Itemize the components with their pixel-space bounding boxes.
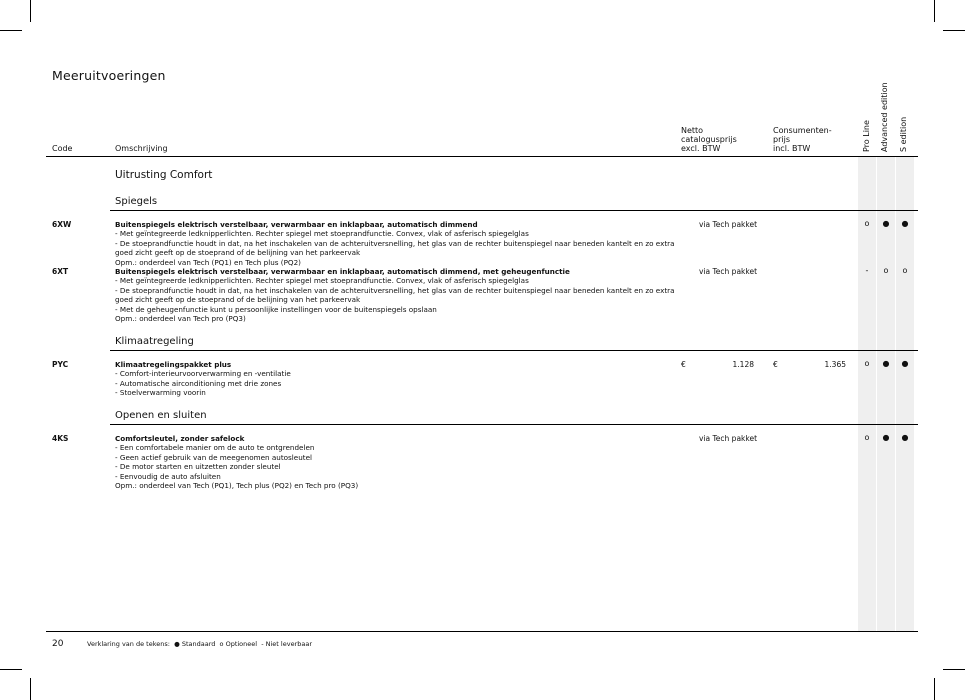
page-number: 20	[52, 639, 64, 649]
header-rule	[46, 156, 918, 157]
item-mark: ●	[882, 359, 890, 368]
crop-mark	[0, 30, 22, 31]
crop-mark	[934, 0, 935, 22]
header-code: Code	[52, 144, 73, 153]
legend-prefix: Verklaring van de tekens:	[87, 640, 170, 648]
header-edition-s: S edition	[899, 116, 908, 152]
item-code: 6XW	[52, 220, 72, 229]
item-mark: ●	[901, 359, 909, 368]
legend-optional: o Optioneel	[219, 640, 258, 648]
header-edition-advanced: Advanced edition	[880, 82, 889, 152]
crop-mark	[943, 30, 965, 31]
item-code: PYC	[52, 360, 69, 369]
item-mark: ●	[901, 433, 909, 442]
consumer-price: 1.365	[824, 360, 846, 369]
item-mark: o	[883, 266, 889, 275]
item-mark: ●	[901, 219, 909, 228]
legend-none: - Niet leverbaar	[261, 640, 312, 648]
item-mark: o	[902, 266, 908, 275]
net-price-currency: €	[681, 360, 686, 369]
item-mark: ●	[882, 219, 890, 228]
section-rule	[110, 350, 918, 351]
item-price-note: via Tech pakket	[699, 220, 758, 229]
header-consumer-price: Consumenten- prijs incl. BTW	[773, 126, 832, 153]
legend	[87, 640, 312, 648]
header-net-price: Netto catalogusprijs excl. BTW	[681, 126, 737, 153]
item-mark: ●	[882, 433, 890, 442]
item-mark: o	[864, 219, 870, 228]
item-code: 4KS	[52, 434, 69, 443]
footer-rule	[46, 631, 918, 632]
section-title: Klimaatregeling	[115, 336, 194, 347]
item-mark: -	[865, 266, 869, 275]
item-description: Buitenspiegels elektrisch verstelbaar, verwarmbaar en inklapbaar, automatisch dimmend - Met geïntegreerde ledknipperlichten. Rechter spiegel met stoeprandfunctie. Convex, vlak of asferisch spiegelglas - De stoeprandfunctie houdt in dat, na het inschakelen van de achteruitversnelling, het glas van de rechter buitenspiegel naar beneden kantelt en zo extra goed zicht geeft op de stoeprand of de belijning van het parkeervak Opm.: onderdeel van Tech (PQ1) en Tech plus (PQ2)	[115, 220, 675, 267]
crop-mark	[943, 669, 965, 670]
edition-column-shade	[858, 157, 876, 631]
item-price-note: via Tech pakket	[699, 267, 758, 276]
section-title: Openen en sluiten	[115, 410, 207, 421]
net-price: 1.128	[732, 360, 754, 369]
consumer-price-currency: €	[773, 360, 778, 369]
header-description: Omschrijving	[115, 144, 168, 153]
crop-mark	[934, 678, 935, 700]
header-edition-pro-line: Pro Line	[862, 120, 871, 152]
item-mark: o	[864, 359, 870, 368]
crop-mark	[30, 0, 31, 22]
main-section-title: Uitrusting Comfort	[115, 169, 213, 181]
item-mark: o	[864, 433, 870, 442]
crop-mark	[30, 678, 31, 700]
page-title: Meeruitvoeringen	[52, 68, 166, 83]
item-description: Klimaatregelingspakket plus - Comfort-interieurvoorverwarming en -ventilatie - Automatische airconditioning met drie zones - Stoelverwarming voorin	[115, 360, 291, 398]
edition-column-shade	[877, 157, 895, 631]
section-rule	[110, 424, 918, 425]
section-title: Spiegels	[115, 196, 158, 207]
crop-mark	[0, 669, 22, 670]
item-description: Buitenspiegels elektrisch verstelbaar, verwarmbaar en inklapbaar, automatisch dimmend, met geheugenfunctie - Met geïntegreerde ledknipperlichten. Rechter spiegel met stoeprandfunctie. Convex, vlak of asferisch spiegelglas - De stoeprandfunctie houdt in dat, na het inschakelen van de achteruitversnelling, het glas van de rechter buitenspiegel naar beneden kantelt en zo extra goed zicht geeft op de stoeprand of de belijning van het parkeervak - Met de geheugenfunctie kunt u persoonlijke instellingen voor de buitenspiegels opslaan Opm.: onderdeel van Tech pro (PQ3)	[115, 267, 675, 324]
edition-column-shade	[896, 157, 914, 631]
section-rule	[110, 210, 918, 211]
item-price-note: via Tech pakket	[699, 434, 758, 443]
item-description: Comfortsleutel, zonder safelock - Een comfortabele manier om de auto te ontgrendelen - Geen actief gebruik van de meegenomen autosleutel - De motor starten en uitzetten zonder sleutel - Eenvoudig de auto afsluiten Opm.: onderdeel van Tech (PQ1), Tech plus (PQ2) en Tech pro (PQ3)	[115, 434, 359, 491]
legend-standard: ● Standaard	[174, 640, 216, 648]
item-code: 6XT	[52, 267, 69, 276]
